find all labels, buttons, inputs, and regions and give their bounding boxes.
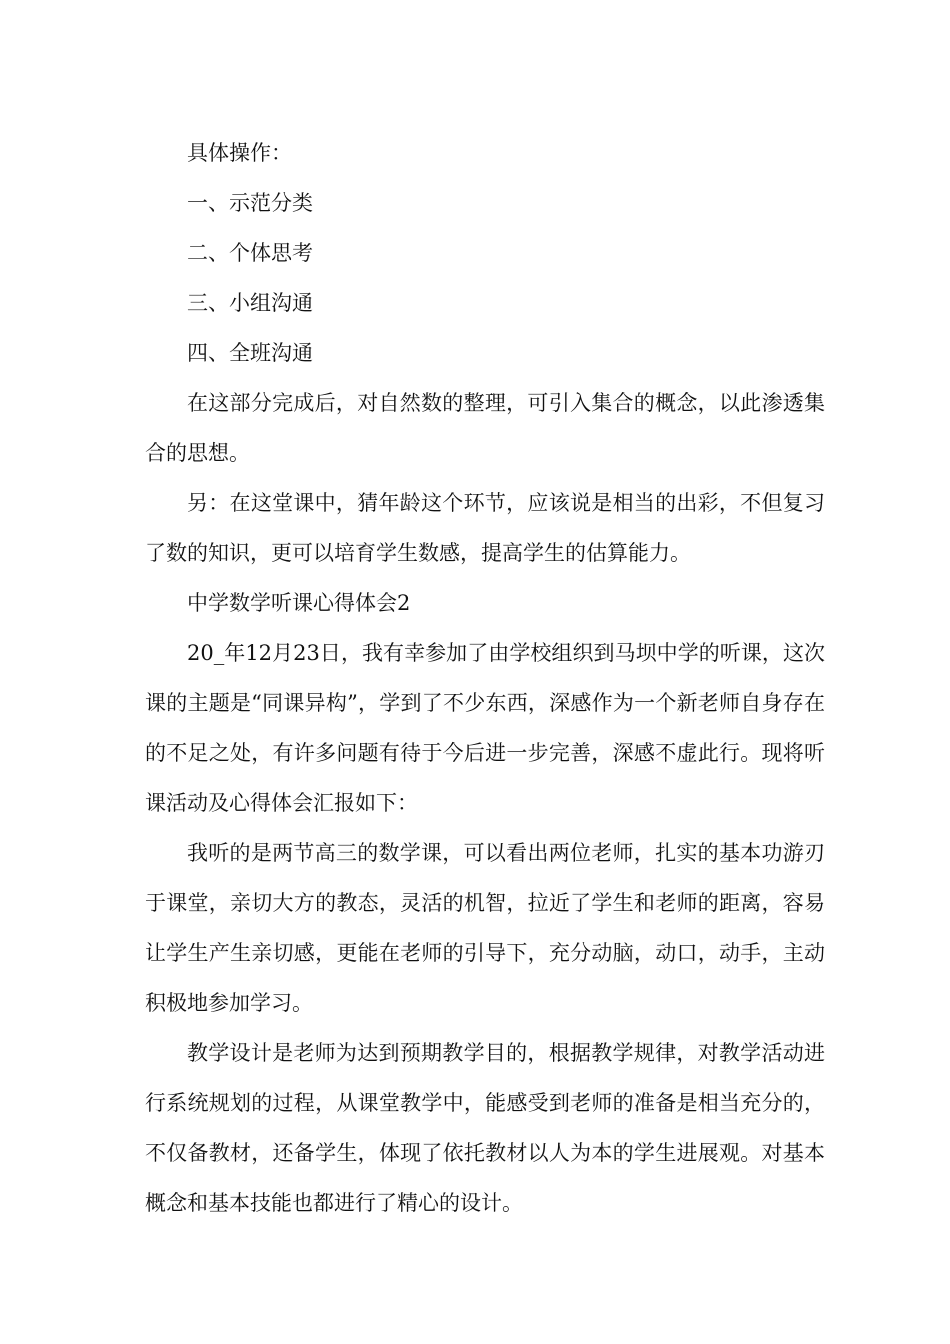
paragraph-guess-age: 另：在这堂课中，猜年龄这个环节，应该说是相当的出彩，不但复习了数的知识，更可以培育学生数感，提高学生的估算能力。 [145,491,825,565]
paragraph-step-two: 二、个体思考 [187,241,313,265]
paragraph-operation-heading: 具体操作： [187,141,292,165]
paragraph-step-three: 三、小组沟通 [187,291,313,315]
document-body [145,128,825,1228]
paragraph-set-concept: 在这部分完成后，对自然数的整理，可引入集合的概念，以此渗透集合的思想。 [145,391,825,465]
section-title: 中学数学听课心得体会2 [187,591,411,615]
paragraph-step-one: 一、示范分类 [187,191,313,215]
paragraph-teaching-design: 教学设计是老师为达到预期教学目的，根据教学规律，对教学活动进行系统规划的过程，从课堂教学中，能感受到老师的准备是相当充分的，不仅备教材，还备学生，体现了依托教材以人为本的学生进展观。对基本概念和基本技能也都进行了精心的设计。 [145,1041,825,1215]
paragraph-lesson-visit: 20_年12月23日，我有幸参加了由学校组织到马坝中学的听课，这次课的主题是“同课异构”，学到了不少东西，深感作为一个新老师自身存在的不足之处，有许多问题有待于今后进一步完善，深感不虚此行。现将听课活动及心得体会汇报如下： [145,641,825,815]
paragraph-teachers: 我听的是两节高三的数学课，可以看出两位老师，扎实的基本功游刃于课堂，亲切大方的教态，灵活的机智，拉近了学生和老师的距离，容易让学生产生亲切感，更能在老师的引导下，充分动脑，动口，动手，主动积极地参加学习。 [145,841,825,1015]
paragraph-step-four: 四、全班沟通 [187,341,313,365]
